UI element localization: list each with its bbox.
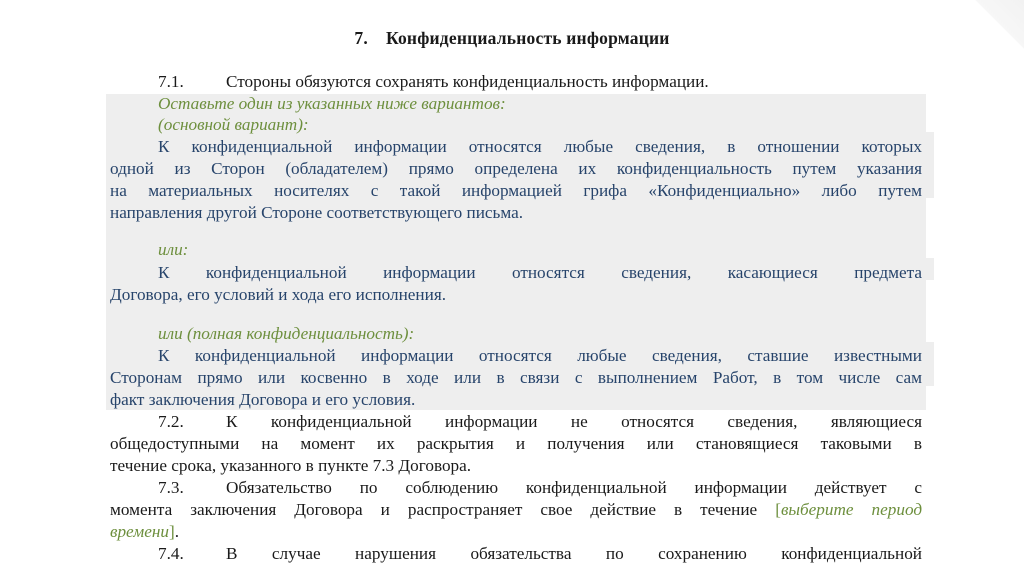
section-number: 7.	[354, 28, 368, 48]
main-variant-label: (основной вариант):	[158, 115, 309, 134]
option1-line-3: на материальных носителях с такой информацией грифа «Конфиденциально» либо путем	[110, 181, 922, 200]
section-heading	[0, 28, 1024, 49]
clause-number: 7.2.	[158, 412, 184, 431]
clause-text: К конфиденциальной информации не относятся сведения, являющиеся	[226, 412, 922, 431]
shade-extension-3	[920, 342, 934, 386]
option3-line-2: Сторонам прямо или косвенно в ходе или в связи с выполнением Работ, в том числе сам	[110, 368, 922, 387]
clause-text: Обязательство по соблюдению конфиденциальной информации действует с	[226, 478, 922, 497]
section-title: Конфиденциальность информации	[385, 28, 670, 48]
clause-7-2-line-3: течение срока, указанного в пункте 7.3 Договора.	[110, 456, 472, 475]
shade-extension-1	[920, 132, 934, 198]
clause-7-3-line-3	[110, 521, 922, 543]
clause-end: .	[174, 522, 180, 541]
clause-number: 7.3.	[158, 478, 184, 497]
period-placeholder-cont: времени	[110, 522, 169, 541]
clause-7-2-line-1	[110, 411, 922, 433]
clause-number: 7.1.	[158, 72, 184, 91]
option1-line-2: одной из Сторон (обладателем) прямо определена их конфиденциальность путем указания	[110, 159, 922, 178]
or-full-label: или (полная конфиденциальность):	[158, 324, 415, 343]
clause-text: момента заключения Договора и распространяет свое действие в течение	[110, 500, 758, 519]
clause-7-2-line-2: общедоступными на момент их раскрытия и получения или становящиеся таковыми в	[110, 434, 922, 453]
clause-7-3-line-1	[110, 477, 922, 499]
option1-line-1: К конфиденциальной информации относятся любые сведения, в отношении которых	[158, 137, 922, 156]
option2-line-2: Договора, его условий и хода его исполнения.	[110, 285, 447, 304]
period-placeholder: выберите период	[780, 500, 922, 519]
option3-line-3: факт заключения Договора и его условия.	[110, 390, 416, 409]
option2-line-1: К конфиденциальной информации относятся сведения, касающиеся предмета	[158, 263, 922, 282]
placeholder-open-bracket: [	[775, 500, 781, 519]
shade-extension-2	[920, 258, 934, 280]
or-label: или:	[158, 240, 189, 259]
option3-line-1: К конфиденциальной информации относятся любые сведения, ставшие известными	[158, 346, 922, 365]
clause-7-3-line-2	[110, 499, 922, 521]
instruction-line: Оставьте один из указанных ниже вариантов:	[158, 94, 506, 113]
clause-text: Стороны обязуются сохранять конфиденциальность информации.	[226, 72, 709, 91]
clause-text: В случае нарушения обязательства по сохранению конфиденциальной	[226, 544, 922, 563]
placeholder-close-bracket: ]	[168, 522, 175, 541]
option1-line-4: направления другой Стороне соответствующего письма.	[110, 203, 524, 222]
clause-7-1	[110, 71, 922, 93]
clause-number: 7.4.	[158, 544, 184, 563]
clause-7-4-line-1	[110, 543, 922, 565]
